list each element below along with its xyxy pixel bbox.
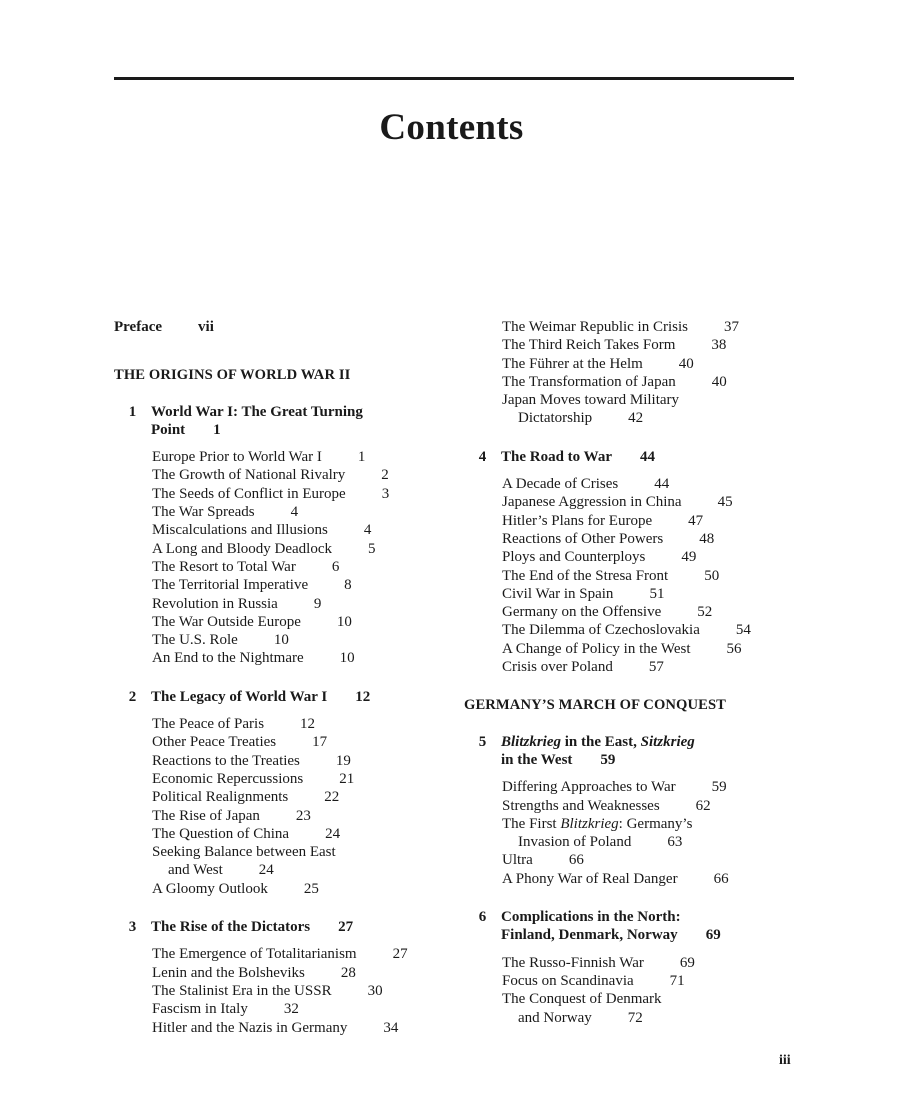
chapter-title: The Rise of the Dictators [151, 919, 311, 936]
entry-title: The Führer at the Helm [502, 355, 643, 372]
toc-entry[interactable] [502, 355, 804, 373]
toc-entry[interactable] [502, 815, 804, 852]
toc-entry[interactable] [152, 595, 454, 613]
chapter-number: 6 [478, 909, 487, 926]
chapter-page: 59 [600, 751, 616, 768]
entry-title: The Peace of Paris [152, 716, 265, 733]
entry-page: 51 [649, 585, 665, 602]
entry-page: 2 [381, 467, 389, 484]
toc-entry[interactable] [152, 631, 454, 649]
toc-entry[interactable] [502, 391, 804, 428]
chapter-page: 44 [639, 448, 655, 465]
chapter-page: 69 [705, 927, 721, 944]
entry-title: The Growth of National Rivalry [152, 467, 346, 484]
entry-page: 50 [704, 567, 720, 584]
toc-entry[interactable] [502, 640, 804, 658]
toc-entry[interactable] [152, 448, 454, 466]
toc-entry[interactable] [502, 990, 804, 1027]
entry-title: The Transformation of Japan [502, 373, 676, 390]
entry-title: A Gloomy Outlook [152, 880, 268, 897]
toc-entry[interactable] [152, 576, 454, 594]
toc-entry[interactable] [502, 870, 804, 888]
entry-title-cont: and West [168, 862, 223, 879]
entry-page: 59 [711, 779, 727, 796]
part-heading-conquest: GERMANY’S MARCH OF CONQUEST [464, 697, 727, 714]
toc-preface[interactable] [114, 318, 454, 336]
chapter-1 [114, 403, 454, 668]
entry-page: 21 [339, 770, 355, 787]
toc-entry[interactable] [152, 807, 454, 825]
chapter-title-italic: Sitzkrieg [640, 733, 695, 750]
toc-entry[interactable] [152, 558, 454, 576]
entry-page: 10 [336, 613, 352, 630]
entry-title: Strengths and Weaknesses [502, 797, 660, 814]
entry-page: 71 [669, 972, 685, 989]
toc-entry[interactable] [502, 603, 804, 621]
toc-entry[interactable] [152, 770, 454, 788]
entry-page: 42 [628, 410, 644, 427]
entry-title: Economic Repercussions [152, 770, 304, 787]
toc-entry[interactable] [502, 954, 804, 972]
chapter-page: 12 [355, 688, 371, 705]
entry-title: The U.S. Role [152, 632, 238, 649]
entry-page: 10 [273, 632, 289, 649]
entry-title: Other Peace Treaties [152, 734, 277, 751]
toc-entry[interactable] [502, 585, 804, 603]
chapter-title: Complications in the North: [501, 909, 681, 926]
entry-title: A Decade of Crises [502, 476, 619, 493]
entry-title: Fascism in Italy [152, 1001, 248, 1018]
section-list [502, 778, 804, 888]
entry-title: The Rise of Japan [152, 807, 260, 824]
chapter-3 [114, 918, 454, 1037]
entry-page: 1 [357, 449, 366, 466]
entry-title: The End of the Stresa Front [502, 567, 669, 584]
toc-right-column [464, 318, 804, 1047]
entry-page: 25 [303, 880, 319, 897]
entry-page: 66 [568, 852, 584, 869]
chapter-5 [464, 733, 804, 888]
top-rule [114, 77, 794, 80]
entry-page: 44 [654, 476, 670, 493]
entry-page: 62 [695, 797, 711, 814]
entry-title: Hitler and the Nazis in Germany [152, 1019, 348, 1036]
chapter-title: The Legacy of World War I [151, 688, 328, 705]
toc-entry[interactable] [152, 945, 454, 963]
section-list [152, 945, 454, 1036]
entry-title-italic: Blitzkrieg [560, 815, 619, 832]
entry-page: 37 [723, 319, 739, 335]
entry-title: An End to the Nightmare [152, 650, 304, 667]
toc-entry[interactable] [502, 336, 804, 354]
entry-title: Focus on Scandinavia [502, 972, 634, 989]
entry-page: 66 [713, 870, 729, 887]
chapter-2 [114, 688, 454, 898]
chapter-6 [464, 908, 804, 1027]
entry-title: A Long and Bloody Deadlock [152, 540, 332, 557]
toc-entry[interactable] [152, 540, 454, 558]
toc-entry[interactable] [152, 521, 454, 539]
entry-title-pre: The First [502, 815, 561, 832]
chapter-title-cont: in the West [501, 751, 573, 768]
entry-title: Ploys and Counterploys [502, 549, 646, 566]
chapter-page: 27 [338, 919, 354, 936]
entry-title: Japan Moves toward Military [502, 392, 680, 409]
toc-entry[interactable] [502, 493, 804, 511]
toc-entry[interactable] [152, 843, 454, 880]
entry-page: 72 [627, 1009, 643, 1026]
entry-page: 47 [688, 512, 704, 529]
entry-title: A Phony War of Real Danger [502, 870, 678, 887]
toc-entry[interactable] [152, 649, 454, 667]
entry-page: 57 [648, 659, 664, 676]
section-list [152, 448, 454, 668]
entry-page: 54 [735, 622, 751, 639]
chapter-number: 1 [128, 403, 137, 420]
entry-page: 52 [697, 604, 713, 621]
entry-page: 8 [344, 577, 352, 594]
toc-entry[interactable] [502, 475, 804, 493]
entry-title: The War Outside Europe [152, 613, 301, 630]
entry-page: 5 [367, 540, 376, 557]
entry-title: Hitler’s Plans for Europe [502, 512, 653, 529]
entry-page: 38 [711, 337, 727, 354]
chapter-title-mid: in the East, [561, 733, 641, 750]
preface-page: vii [198, 319, 214, 335]
entry-title: The Seeds of Conflict in Europe [152, 485, 346, 502]
toc-entry[interactable] [502, 567, 804, 585]
toc-entry[interactable] [152, 964, 454, 982]
entry-title: Seeking Balance between East [152, 844, 336, 861]
entry-page: 24 [325, 825, 341, 842]
toc-left-column [114, 318, 454, 1057]
entry-title: A Change of Policy in the West [502, 640, 691, 657]
toc-entry[interactable] [502, 512, 804, 530]
entry-title-post: : Germany’s [618, 815, 693, 832]
entry-page: 24 [258, 862, 274, 879]
chapter-heading[interactable] [464, 448, 804, 466]
toc-entry[interactable] [152, 503, 454, 521]
entry-title: The Emergence of Totalitarianism [152, 946, 357, 963]
part-heading-origins: THE ORIGINS OF WORLD WAR II [114, 367, 351, 384]
chapter-4 [464, 448, 804, 677]
toc-entry[interactable] [152, 466, 454, 484]
chapter-number: 4 [478, 448, 487, 465]
entry-page: 17 [312, 734, 328, 751]
entry-page: 40 [678, 355, 694, 372]
entry-page: 4 [363, 522, 372, 539]
entry-title: Revolution in Russia [152, 595, 278, 612]
preface-label: Preface [114, 319, 163, 335]
chapter-title-cont: Finland, Denmark, Norway [501, 927, 678, 944]
toc-entry[interactable] [152, 1019, 454, 1037]
entry-page: 28 [340, 964, 356, 981]
entry-title: Miscalculations and Illusions [152, 522, 328, 539]
section-list [152, 715, 454, 898]
entry-page: 19 [335, 752, 351, 769]
entry-page: 9 [313, 595, 322, 612]
toc-entry[interactable] [152, 715, 454, 733]
toc-entry[interactable] [152, 982, 454, 1000]
chapter-number: 2 [128, 688, 137, 705]
entry-title: The Territorial Imperative [152, 577, 309, 594]
entry-page: 10 [339, 650, 355, 667]
entry-title: The Conquest of Denmark [502, 991, 662, 1008]
entry-title: The Stalinist Era in the USSR [152, 982, 332, 999]
entry-page: 22 [324, 789, 340, 806]
toc-entry[interactable] [502, 797, 804, 815]
chapter-title: The Road to War [501, 448, 612, 465]
toc-entry[interactable] [502, 621, 804, 639]
entry-page: 45 [717, 494, 733, 511]
entry-title: The Question of China [152, 825, 290, 842]
entry-page: 63 [667, 834, 683, 851]
entry-title: Japanese Aggression in China [502, 494, 682, 511]
chapter-page: 1 [213, 421, 221, 438]
chapter-heading[interactable] [464, 733, 804, 770]
toc-entry[interactable] [152, 733, 454, 751]
section-list-continued [502, 318, 804, 428]
entry-page: 23 [295, 807, 311, 824]
entry-title: Crisis over Poland [502, 659, 613, 676]
toc-entry[interactable] [152, 788, 454, 806]
toc-entry[interactable] [502, 972, 804, 990]
entry-title-cont: Dictatorship [518, 410, 593, 427]
chapter-number: 3 [128, 919, 137, 936]
entry-title-cont: Invasion of Poland [518, 834, 632, 851]
entry-title: The Resort to Total War [152, 558, 296, 575]
toc-entry[interactable] [502, 373, 804, 391]
entry-title: Europe Prior to World War I [152, 449, 322, 466]
entry-page: 56 [726, 640, 742, 657]
entry-title: Reactions of Other Powers [502, 530, 664, 547]
entry-title-cont: and Norway [518, 1009, 592, 1026]
entry-title: The War Spreads [152, 504, 255, 521]
toc-entry[interactable] [502, 318, 804, 336]
chapter-title-cont: Point [151, 421, 186, 438]
entry-title: Germany on the Offensive [502, 604, 662, 621]
entry-page: 40 [711, 373, 727, 390]
chapter-heading[interactable] [464, 908, 804, 945]
toc-entry[interactable] [502, 778, 804, 796]
entry-page: 30 [367, 982, 383, 999]
chapter-heading[interactable] [114, 403, 454, 440]
toc-entry[interactable] [502, 658, 804, 676]
page-number: iii [779, 1053, 791, 1068]
toc-entry[interactable] [502, 530, 804, 548]
entry-title: Ultra [502, 852, 533, 869]
entry-page: 3 [381, 485, 390, 502]
toc-entry[interactable] [152, 485, 454, 503]
chapter-heading[interactable] [114, 918, 454, 936]
entry-page: 48 [699, 530, 715, 547]
entry-page: 27 [392, 946, 408, 963]
entry-page: 12 [300, 716, 316, 733]
toc-entry[interactable] [152, 1000, 454, 1018]
chapter-title: World War I: The Great Turning [151, 403, 363, 420]
toc-entry[interactable] [152, 752, 454, 770]
section-list [502, 475, 804, 676]
entry-title: Differing Approaches to War [502, 779, 676, 796]
entry-title: Reactions to the Treaties [152, 752, 300, 769]
toc-entry[interactable] [502, 851, 804, 869]
chapter-number: 5 [478, 733, 487, 750]
toc-entry[interactable] [502, 548, 804, 566]
entry-title: The Weimar Republic in Crisis [502, 319, 688, 335]
entry-title: The Dilemma of Czechoslovakia [502, 622, 700, 639]
chapter-heading[interactable] [114, 688, 454, 706]
entry-page: 69 [679, 954, 695, 971]
entry-title: Political Realignments [152, 789, 289, 806]
toc-entry[interactable] [152, 880, 454, 898]
entry-page: 32 [283, 1001, 299, 1018]
entry-title: Lenin and the Bolsheviks [152, 964, 305, 981]
entry-page: 49 [681, 549, 697, 566]
entry-title: The Third Reich Takes Form [502, 337, 676, 354]
entry-page: 34 [383, 1019, 399, 1036]
entry-title: The Russo-Finnish War [502, 954, 644, 971]
entry-page: 4 [290, 504, 299, 521]
entry-title: Civil War in Spain [502, 585, 614, 602]
entry-page: 6 [331, 558, 340, 575]
toc-entry[interactable] [152, 613, 454, 631]
section-list [502, 954, 804, 1027]
toc-entry[interactable] [152, 825, 454, 843]
page-title: Contents [379, 107, 524, 148]
chapter-title-italic: Blitzkrieg [501, 733, 562, 750]
